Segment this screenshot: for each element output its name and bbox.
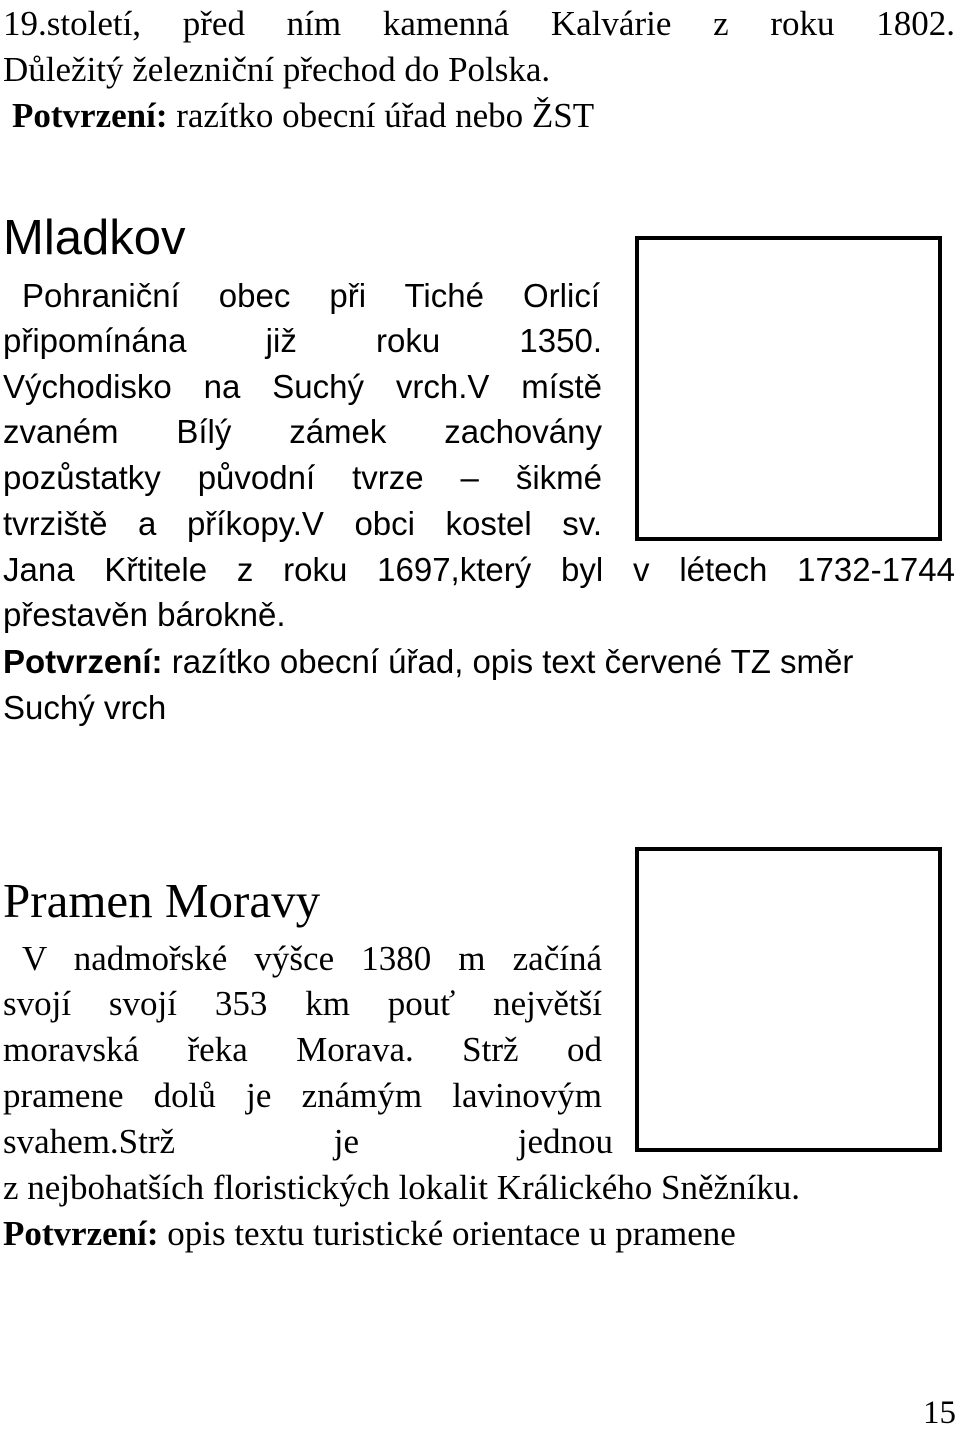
- mladkov-line-3: Východisko na Suchý vrch.V místě: [3, 368, 602, 405]
- pramen-line-3: moravská řeka Morava. Strž od: [3, 1030, 602, 1069]
- pramen-line-2: svojí svojí 353 km pouť největší: [3, 984, 602, 1023]
- confirmation-text: opis textu turistické orientace u pramene: [158, 1214, 736, 1253]
- intro-line-2: Důležitý železniční přechod do Polska.: [3, 50, 551, 89]
- section-heading-pramen-moravy: Pramen Moravy: [3, 873, 321, 928]
- confirmation-text: razítko obecní úřad, opis text červené TZ směr: [162, 643, 854, 680]
- mladkov-confirmation-cont: Suchý vrch: [3, 689, 167, 726]
- intro-line-1: 19.století, před ním kamenná Kalvárie z roku 1802.: [3, 4, 955, 43]
- mladkov-line-2: připomínána již roku 1350.: [3, 322, 602, 359]
- pramen-line-5: svahem.Strž je jednou: [3, 1122, 614, 1161]
- mladkov-line-8: přestavěn bárokně.: [3, 596, 286, 633]
- mladkov-confirmation: [3, 645, 853, 678]
- mladkov-line-6: tvrziště a příkopy.V obci kostel sv.: [3, 505, 602, 542]
- mladkov-line-5: pozůstatky původní tvrze – šikmé: [3, 459, 602, 496]
- pramen-confirmation: [3, 1216, 736, 1251]
- confirmation-label: Potvrzení:: [3, 1214, 159, 1253]
- stamp-box-pramen-moravy: [635, 847, 942, 1152]
- mladkov-line-4: zvaném Bílý zámek zachovány: [3, 413, 602, 450]
- pramen-line-4: pramene dolů je známým lavinovým: [3, 1076, 602, 1115]
- section-heading-mladkov: Mladkov: [3, 211, 186, 265]
- confirmation-label: Potvrzení:: [3, 643, 163, 680]
- confirmation-text: razítko obecní úřad nebo ŽST: [167, 96, 595, 135]
- intro-confirmation: [12, 98, 594, 133]
- mladkov-line-1: Pohraniční obec při Tiché Orlicí: [22, 277, 600, 314]
- pramen-line-1: V nadmořské výšce 1380 m začíná: [22, 939, 602, 978]
- mladkov-line-7: Jana Křtitele z roku 1697,který byl v létech 1732-1744: [3, 551, 955, 588]
- confirmation-label: Potvrzení:: [12, 96, 168, 135]
- page-number: 15: [923, 1395, 956, 1431]
- pramen-line-6: z nejbohatších floristických lokalit Králického Sněžníku.: [3, 1168, 801, 1207]
- stamp-box-mladkov: [635, 236, 942, 541]
